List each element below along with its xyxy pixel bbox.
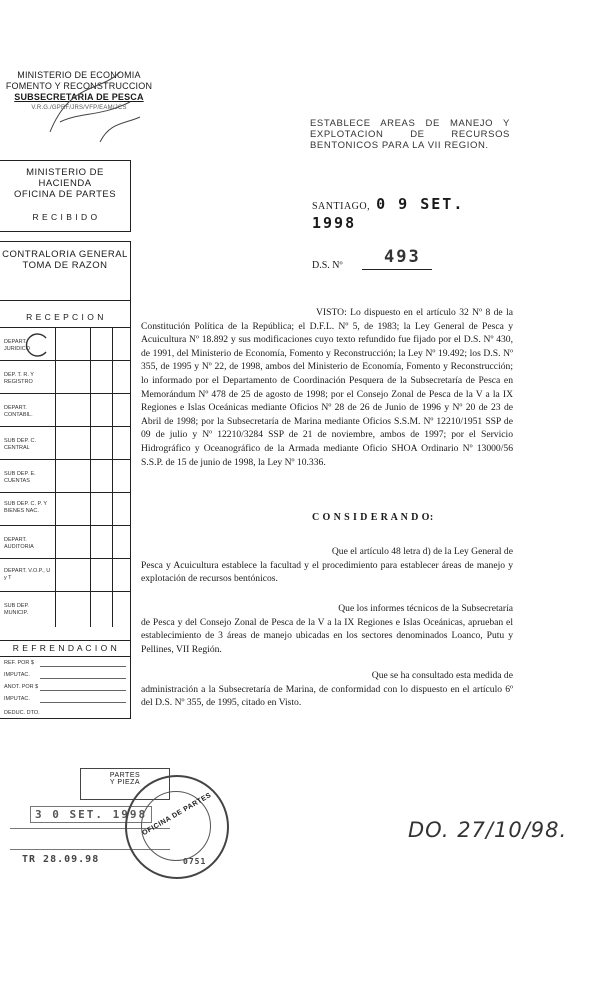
grid-row-line [0, 492, 130, 493]
grid-row-line [0, 393, 130, 394]
title-line-3: BENTONICOS PARA LA VII REGION. [310, 140, 489, 151]
grid-row-label: DEP. T. R. Y REGISTRO [4, 372, 34, 385]
contraloria-divider-4 [0, 656, 130, 657]
ref-row-label: DEDUC. DTO. [4, 710, 40, 716]
considerando-item-3-lead: Que se ha consultado esta medida de [371, 670, 513, 681]
grid-row-label: DEPART. V.O.P., U y T [4, 568, 51, 581]
considerando-item-3 [141, 669, 513, 710]
visto-paragraph [141, 306, 513, 469]
grid-row-line [0, 360, 130, 361]
visto-text: Lo dispuesto en el artículo 32 Nº 8 de la Constitución Política de la República; el D.F.L. Nº 5, de 1983; la Ley General de Pesca y Acuicultura Nº 18.892 y sus modificaciones cuyo texto refundido fue fijado por el D.S. Nº 430, de 1991, del Ministerio de Economía, Fomento y Reconstrucción; la Ley Nº 19.492; los D.S. Nº 355, de 1995 y Nº 22, de 1998, ambos del Ministerio de Economía, Fomento y Reconstrucción; lo informado por el Departamento de Coordinación Pesquera de la Subsecretaría de Pesca en Memorándum Nº 478 de 25 de agosto de 1998; por el Consejo Zonal de Pesca de la V a la IX Regiones e Islas Oceánicas mediante Oficios Nº 28 de 26 de Junio de 1996 y Nº 20 de 23 de Abril de 1998; por la Subsecretaría de Marina mediante Oficios S.S.M. Nº 12210/1951 SSP de 09 de julio y Nº 12210/3284 SSP de 21 de noviembre, ambos de 1997; por el Servicio Hidrográfico y Oceanográfico de la Armada mediante Oficio SHOA Ordinario Nº 13000/56 S.S.P. de 15 de junio de 1998, la Ley Nº 10.336. [141, 307, 513, 468]
hacienda-line-3: R E C I B I D O [32, 212, 98, 222]
contraloria-divider-3 [0, 640, 130, 641]
circle-mark [22, 330, 52, 360]
date-value: 0 9 SET. 1998 [312, 195, 465, 232]
considerando-item-2 [141, 602, 513, 656]
hacienda-line-2: OFICINA DE PARTES [13, 189, 117, 200]
decree-title [310, 118, 510, 151]
ministry-line-2: FOMENTO Y RECONSTRUCCION [5, 81, 153, 91]
grid-col-3 [112, 327, 113, 627]
date-city: SANTIAGO, [312, 201, 371, 212]
title-line-1: ESTABLECE AREAS DE MANEJO Y [310, 118, 510, 129]
hacienda-line-1: MINISTERIO DE HACIENDA [26, 167, 104, 189]
ref-row-line [40, 678, 126, 679]
ref-row-label: IMPUTAC. [4, 696, 30, 702]
considerando-item-1-lead: Que el artículo 48 letra d) de la Ley General de [331, 546, 513, 557]
partes-stamp-line-1: PARTES [109, 772, 141, 779]
tr-footer-stamp: TR 28.09.98 [22, 854, 100, 865]
ministry-line-3: SUBSECRETARIA DE PESCA [14, 92, 144, 102]
ref-row-line [40, 690, 126, 691]
grid-row-label: DEPART. CONTABIL. [4, 405, 33, 418]
refrendacion-label: R E F R E N D A C I O N [12, 643, 118, 653]
grid-row-label: SUB DEP. C. P. Y BIENES NAC. [4, 501, 48, 514]
decree-number-line [312, 247, 462, 273]
visto-label: VISTO: [316, 307, 347, 318]
letterhead-signature [40, 62, 150, 152]
considerando-item-2-lead: Que los informes técnicos de la Subsecretaría [338, 603, 513, 614]
considerando-item-1 [141, 545, 513, 586]
ref-row-label: IMPUTAC. [4, 672, 30, 678]
received-date-stamp: 3 0 SET. 1998 [30, 806, 152, 823]
hacienda-box [0, 160, 131, 232]
considerando-item-2-rest: de Pesca y del Consejo Zonal de Pesca de la V a la IX Regiones e Islas Oceánicas, aprueban el establecimiento de 3 áreas de manejo ubicadas en los sectores denominados Loanco, Putu y Pellines, VII Región. [141, 616, 513, 655]
grid-row-line [0, 426, 130, 427]
partes-stamp-line-2: Y PIEZA [109, 779, 141, 786]
official-seal [125, 775, 229, 879]
grid-row-line [0, 558, 130, 559]
ref-row-line [40, 702, 126, 703]
grid-col-2 [90, 327, 91, 627]
grid-row-line [0, 591, 130, 592]
seal-number: 0751 [183, 857, 207, 866]
decree-underline [362, 269, 432, 270]
grid-row-label: DEPART. JURIDICO [4, 339, 30, 352]
ref-row-line [40, 666, 126, 667]
recepcion-grid [0, 327, 130, 627]
ministry-line-1: MINISTERIO DE ECONOMIA [17, 70, 141, 80]
seal-text: OFICINA DE PARTES [141, 791, 213, 838]
decree-label: D.S. Nº [312, 260, 343, 271]
grid-row-line [0, 525, 130, 526]
considerando-item-1-rest: Pesca y Acuicultura establece la facultad y el procedimiento para establecer áreas de manejo y explotación de recursos bentónicos. [141, 559, 513, 585]
ref-row-label: REF. POR $ [4, 660, 34, 666]
grid-row-label: SUB DEP. MUNICIP. [4, 603, 29, 616]
grid-row-label: DEPART. AUDITORIA [4, 537, 34, 550]
contraloria-divider-1 [0, 300, 130, 301]
grid-row-line [0, 459, 130, 460]
considerando-item-3-rest: administración a la Subsecretaría de Marina, de conformidad con lo dispuesto en el artículo 6º del D.S. Nº 355, de 1995, citado en Visto. [141, 683, 513, 709]
ref-row-label: ANOT. POR $ [4, 684, 39, 690]
date-line [312, 195, 512, 233]
title-line-2: EXPLOTACION DE RECURSOS [310, 129, 510, 140]
contraloria-title-2: TOMA DE RAZON [22, 260, 108, 271]
grid-row-label: SUB DEP. E. CUENTAS [4, 471, 36, 484]
considerando-heading: C O N S I D E R A N D O: [312, 512, 434, 523]
grid-row-label: SUB DEP. C. CENTRAL [4, 438, 36, 451]
handwritten-annotation: DO. 27/10/98. [408, 818, 568, 842]
recepcion-label: R E C E P C I O N [26, 312, 104, 322]
ministry-extra-line: V.R.G./GPRF/JRS/VFP/EAM/JCS [31, 105, 127, 111]
grid-col-1 [55, 327, 56, 627]
decree-number: 493 [384, 247, 421, 267]
contraloria-title-1: CONTRALORIA GENERAL [2, 249, 128, 260]
